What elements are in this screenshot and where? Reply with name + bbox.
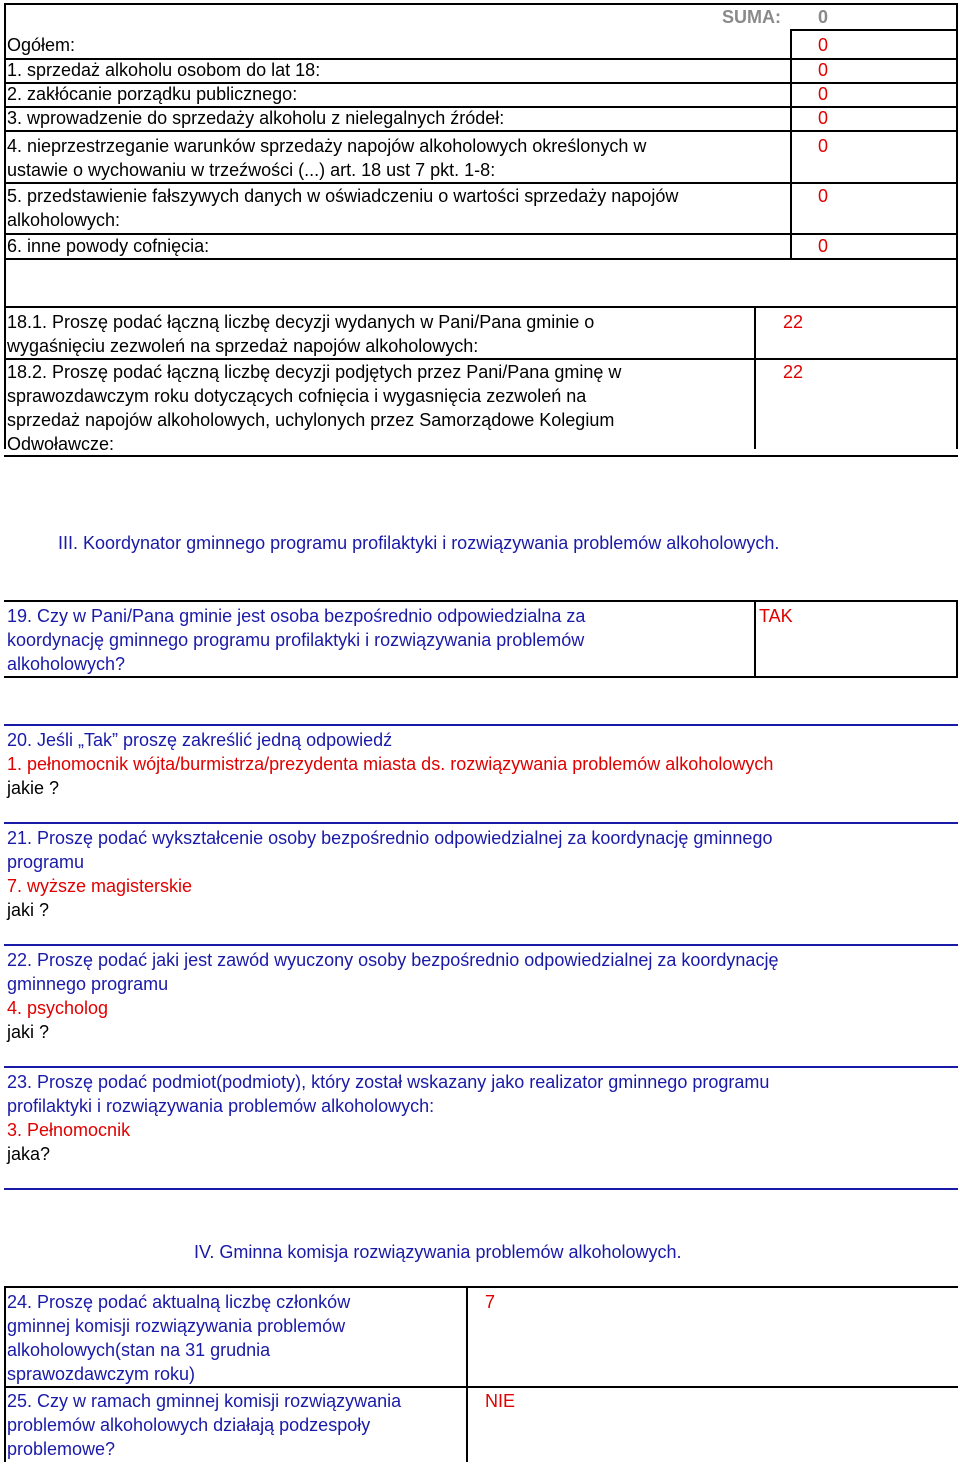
q21-line1: 21. Proszę podać wykształcenie osoby bezpośrednio odpowiedzialnej za koordynację gminnego: [7, 828, 773, 848]
table-border-right: [956, 3, 958, 449]
q24-line3: alkoholowych(stan na 31 grudnia: [7, 1340, 271, 1360]
q24-line2: gminnej komisji rozwiązywania problemów: [7, 1316, 346, 1336]
q20-other: jakie ?: [7, 778, 60, 798]
commission-border-top: [4, 1286, 958, 1288]
suma-underline: [790, 29, 958, 31]
table-border-left: [4, 3, 6, 449]
commission-row-divider: [4, 1386, 958, 1388]
q18-1-answer: 22: [783, 312, 804, 332]
q22-line2: gminnego programu: [7, 974, 169, 994]
q23-answer: 3. Pełnomocnik: [7, 1120, 131, 1140]
q19-answer: TAK: [759, 606, 793, 626]
q18-2-line2: sprawozdawczym roku dotyczących cofnięcia i wygasnięcia zezwoleń na: [7, 386, 587, 406]
q19-border-right: [956, 600, 958, 676]
q19-line3: alkoholowych?: [7, 654, 126, 674]
q25-answer: NIE: [485, 1391, 516, 1411]
q21-line2: programu: [7, 852, 85, 872]
q19-border-top: [4, 600, 958, 602]
row-6-label: 6. inne powody cofnięcia:: [7, 236, 210, 256]
row-3-value: 0: [818, 108, 829, 128]
answer-column-divider: [754, 306, 756, 449]
q18-2-line3: sprzedaż napojów alkoholowych, uchylonych przez Samorządowe Kolegium: [7, 410, 615, 430]
q24-line1: 24. Proszę podać aktualną liczbę członków: [7, 1292, 351, 1312]
value-column-divider: [790, 30, 792, 260]
q19-answer-divider: [754, 600, 756, 676]
row-divider: [4, 130, 958, 132]
row-5-label-line2: alkoholowych:: [7, 210, 121, 230]
q25-line3: problemowe?: [7, 1439, 116, 1459]
section-3-title: III. Koordynator gminnego programu profilaktyki i rozwiązywania problemów alkoholowych.: [58, 533, 780, 553]
q25-line2: problemów alkoholowych działają podzespoły: [7, 1415, 371, 1435]
q24-line4: sprawozdawczym roku): [7, 1364, 196, 1384]
suma-label: SUMA:: [722, 7, 781, 27]
q22-other: jaki ?: [7, 1022, 50, 1042]
row-5-label-line1: 5. przedstawienie fałszywych danych w oświadczeniu o wartości sprzedaży napojów: [7, 186, 679, 206]
q20-question: 20. Jeśli „Tak” proszę zakreślić jedną odpowiedź: [7, 730, 393, 750]
row-total-label: Ogółem:: [7, 35, 76, 55]
q19-border-bottom: [4, 676, 958, 678]
q23-other: jaka?: [7, 1144, 51, 1164]
row-3-label: 3. wprowadzenie do sprzedaży alkoholu z nielegalnych źródeł:: [7, 108, 505, 128]
row-total-value: 0: [818, 35, 829, 55]
q23-border-bottom: [4, 1188, 958, 1190]
q24-answer: 7: [485, 1292, 496, 1312]
q23-border-top: [4, 1066, 958, 1068]
suma-value: 0: [818, 7, 829, 27]
row-1-label: 1. sprzedaż alkoholu osobom do lat 18:: [7, 60, 321, 80]
row-6-value: 0: [818, 236, 829, 256]
q20-answer: 1. pełnomocnik wójta/burmistrza/prezydenta miasta ds. rozwiązywania problemów alkoholowych: [7, 754, 774, 774]
q22-answer: 4. psycholog: [7, 998, 109, 1018]
row-2-value: 0: [818, 84, 829, 104]
q18-1-line1: 18.1. Proszę podać łączną liczbę decyzji wydanych w Pani/Pana gminie o: [7, 312, 595, 332]
table-border-bottom: [4, 455, 958, 457]
q18-1-line2: wygaśnięciu zezwoleń na sprzedaż napojów alkoholowych:: [7, 336, 479, 356]
row-4-label-line2: ustawie o wychowaniu w trzeźwości (...) art. 18 ust 7 pkt. 1-8:: [7, 160, 496, 180]
commission-answer-divider: [466, 1286, 468, 1462]
row-2-label: 2. zakłócanie porządku publicznego:: [7, 84, 298, 104]
table-border-top: [4, 3, 958, 5]
q18-2-answer: 22: [783, 362, 804, 382]
q22-line1: 22. Proszę podać jaki jest zawód wyuczony osoby bezpośrednio odpowiedzialnej za koordynację: [7, 950, 779, 970]
row-5-value: 0: [818, 186, 829, 206]
row-divider: [4, 306, 958, 308]
row-divider: [4, 258, 958, 260]
section-4-title: IV. Gminna komisja rozwiązywania problemów alkoholowych.: [194, 1242, 682, 1262]
row-1-value: 0: [818, 60, 829, 80]
q18-2-line1: 18.2. Proszę podać łączną liczbę decyzji podjętych przez Pani/Pana gminę w: [7, 362, 622, 382]
q21-answer: 7. wyższe magisterskie: [7, 876, 193, 896]
q23-line2: profilaktyki i rozwiązywania problemów alkoholowych:: [7, 1096, 435, 1116]
q23-line1: 23. Proszę podać podmiot(podmioty), który został wskazany jako realizator gminnego programu: [7, 1072, 770, 1092]
q19-line1: 19. Czy w Pani/Pana gminie jest osoba bezpośrednio odpowiedzialna za: [7, 606, 586, 626]
commission-border-left: [4, 1286, 6, 1462]
q20-border-top: [4, 724, 958, 726]
q21-other: jaki ?: [7, 900, 50, 920]
q25-line1: 25. Czy w ramach gminnej komisji rozwiązywania: [7, 1391, 402, 1411]
q18-2-line4: Odwoławcze:: [7, 434, 115, 454]
row-4-value: 0: [818, 136, 829, 156]
q19-line2: koordynację gminnego programu profilaktyki i rozwiązywania problemów: [7, 630, 585, 650]
q21-border-top: [4, 822, 958, 824]
q22-border-top: [4, 944, 958, 946]
row-4-label-line1: 4. nieprzestrzeganie warunków sprzedaży napojów alkoholowych określonych w: [7, 136, 647, 156]
